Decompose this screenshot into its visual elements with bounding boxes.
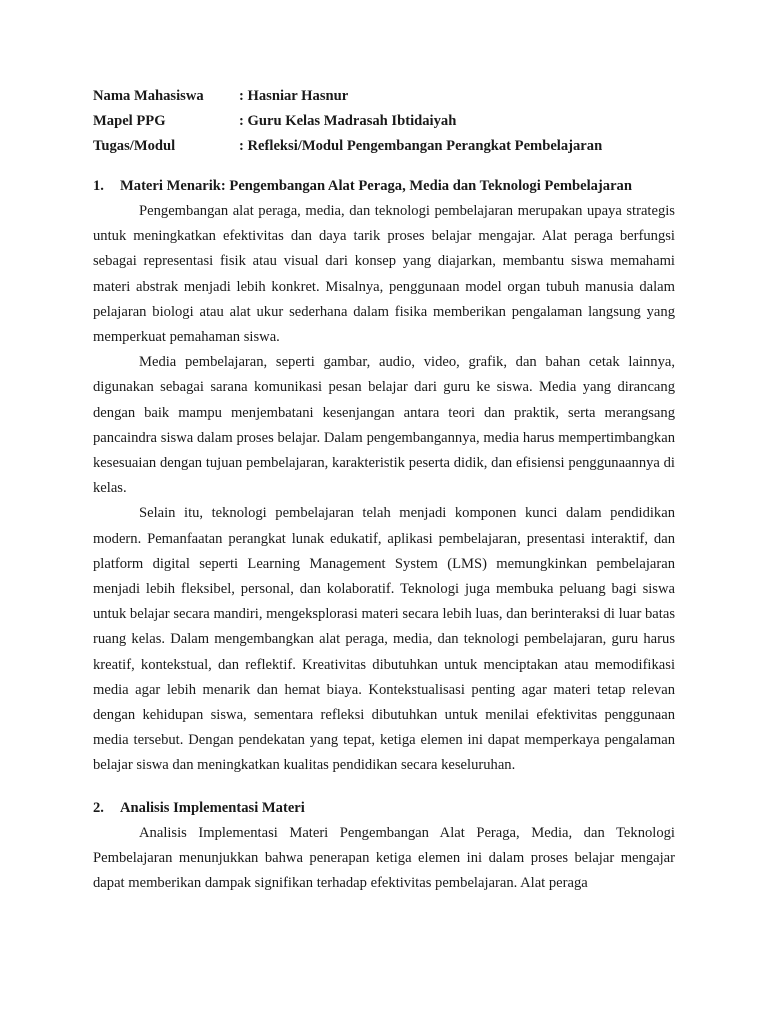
info-value: : Guru Kelas Madrasah Ibtidaiyah — [239, 113, 457, 129]
info-value: : Refleksi/Modul Pengembangan Perangkat Pembelajaran — [239, 138, 603, 154]
section-spacer — [93, 779, 675, 796]
student-info — [93, 84, 675, 159]
info-label: Tugas/Modul — [93, 138, 176, 154]
info-value: : Hasniar Hasnur — [239, 88, 349, 104]
info-row-name — [93, 84, 675, 109]
section-number: 1. — [93, 178, 104, 194]
paragraph: Pengembangan alat peraga, media, dan teknologi pembelajaran merupakan upaya strategis untuk meningkatkan efektivitas dan daya tarik proses belajar mengajar. Alat peraga berfungsi sebagai representasi fisik atau visual dari konsep yang diajarkan, membantu siswa memahami materi abstrak menjadi lebih konkret. Misalnya, penggunaan model organ tubuh manusia dalam pelajaran biologi atau alat ukur sederhana dalam fisika memberikan pengalaman langsung yang memperkuat pemahaman siswa. — [93, 203, 675, 346]
info-row-assignment — [93, 134, 675, 159]
section-title: Materi Menarik: Pengembangan Alat Peraga, Media dan Teknologi Pembelajaran — [120, 178, 632, 194]
paragraph: Selain itu, teknologi pembelajaran telah menjadi komponen kunci dalam pendidikan modern. Pemanfaatan perangkat lunak edukatif, aplikasi pembelajaran, presentasi interaktif, dan platform digital seperti Learning Management System (LMS) memungkinkan pembelajaran menjadi lebih fleksibel, personal, dan kolaboratif. Teknologi juga membuka peluang bagi siswa untuk belajar secara mandiri, mengeksplorasi materi secara lebih luas, dan berinteraksi di luar batas ruang kelas. Dalam mengembangkan alat peraga, media, dan teknologi pembelajaran, guru harus kreatif, kontekstual, dan reflektif. Kreativitas dibutuhkan untuk menciptakan atau memodifikasi media agar lebih menarik dan hemat biaya. Kontekstualisasi penting agar materi tetap relevan dengan kehidupan siswa, sementara refleksi dibutuhkan untuk menilai efektivitas penggunaan media tersebut. Dengan pendekatan yang tepat, ketiga elemen ini dapat memperkaya pengalaman belajar siswa dan meningkatkan kualitas pendidikan secara keseluruhan. — [93, 505, 675, 774]
section-heading — [93, 174, 675, 199]
info-row-subject — [93, 109, 675, 134]
info-label: Mapel PPG — [93, 113, 166, 129]
paragraph: Analisis Implementasi Materi Pengembangan Alat Peraga, Media, dan Teknologi Pembelajaran menunjukkan bahwa penerapan ketiga elemen ini dalam proses belajar mengajar dapat memberikan dampak signifikan terhadap efektivitas pembelajaran. Alat peraga — [93, 824, 675, 892]
section-number: 2. — [93, 799, 104, 816]
paragraph: Media pembelajaran, seperti gambar, audio, video, grafik, dan bahan cetak lainnya, digunakan sebagai sarana komunikasi pesan belajar dari guru ke siswa. Media yang dirancang dengan baik mampu menjembatani kesenjangan antara teori dan praktik, serta merangsang pancaindra siswa dalam proses belajar. Dalam pengembangannya, media harus mempertimbangkan kesesuaian dengan tujuan pembelajaran, karakteristik peserta didik, dan efisiensi penggunaannya di kelas. — [93, 354, 675, 497]
section-title: Analisis Implementasi Materi — [120, 799, 305, 816]
section-heading — [93, 796, 675, 821]
section-analisis — [93, 796, 675, 897]
section-materi-menarik — [93, 174, 675, 779]
document-page — [93, 84, 675, 896]
info-label: Nama Mahasiswa — [93, 88, 204, 104]
